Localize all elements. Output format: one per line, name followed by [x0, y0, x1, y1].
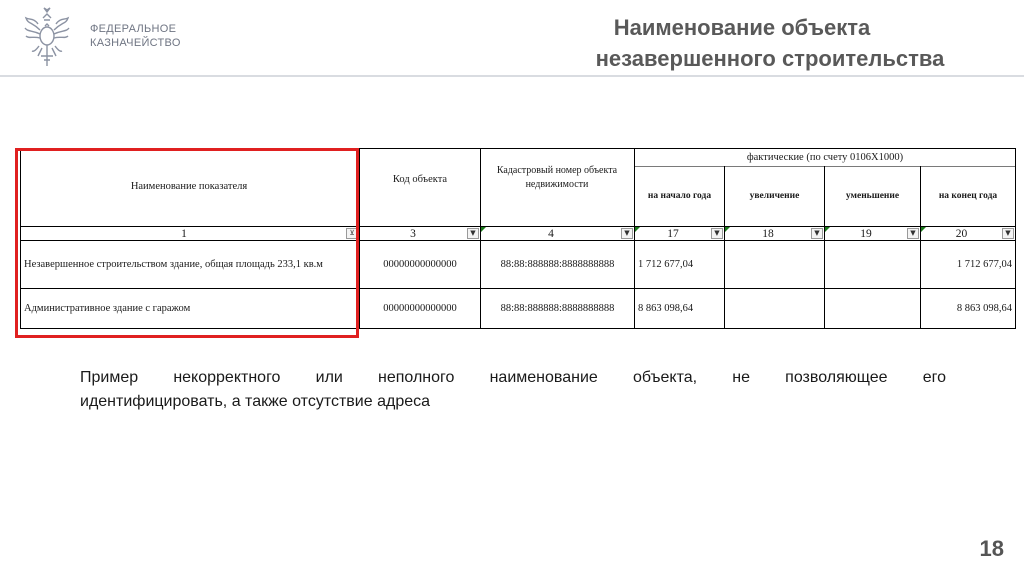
caption-text	[80, 366, 946, 414]
comment-marker-icon	[635, 227, 640, 232]
org-name-line2: КАЗНАЧЕЙСТВО	[90, 37, 181, 49]
page-number: 18	[979, 536, 1004, 561]
row2-decrease	[825, 289, 920, 328]
filter-dropdown-icon[interactable]: ▼	[1002, 228, 1014, 239]
row1-start-of-year: 1 712 677,04	[638, 258, 694, 270]
filter-dropdown-icon[interactable]: ▼	[811, 228, 823, 239]
filter-dropdown-icon[interactable]: ▼	[907, 228, 919, 239]
column-number-1: 1	[181, 227, 187, 240]
column-number-17: 17	[667, 227, 679, 240]
column-number-19: 19	[860, 227, 872, 240]
highlight-frame	[15, 148, 359, 338]
caption-line2: идентифицировать, а также отсутствие адреса	[80, 393, 431, 410]
row2-cadastral-number: 88:88:888888:8888888888	[500, 302, 615, 314]
header-end-of-year: на конец года	[938, 191, 998, 201]
row1-cadastral-number: 88:88:888888:8888888888	[500, 258, 615, 270]
row1-decrease	[825, 241, 920, 288]
comment-marker-icon	[921, 227, 926, 232]
row1-indicator-name: Незавершенное строительством здание, общая площадь 233,1 кв.м	[24, 258, 323, 270]
header-indicator-name: Наименование показателя	[130, 181, 248, 192]
row2-start-of-year: 8 863 098,64	[638, 302, 694, 314]
header-decrease: уменьшение	[845, 191, 900, 201]
header-object-code: Код объекта	[392, 174, 448, 185]
filter-dropdown-icon[interactable]: ▼	[711, 228, 723, 239]
comment-marker-icon	[481, 227, 486, 232]
caption-line1: Пример некорректного или неполного наименование объекта, не позволяющее его	[80, 369, 946, 386]
filter-dropdown-icon[interactable]: ▼	[621, 228, 633, 239]
header-increase: увеличение	[749, 191, 800, 201]
column-number-20: 20	[955, 227, 968, 240]
org-name-line1: ФЕДЕРАЛЬНОЕ	[90, 23, 177, 35]
header-divider	[0, 75, 1024, 77]
organization-name	[90, 22, 181, 50]
column-number-4: 4	[548, 227, 554, 240]
title-line2: незавершенного строительства	[595, 46, 945, 71]
grid-line	[1015, 148, 1016, 328]
comment-marker-icon	[825, 227, 830, 232]
row2-indicator-name: Административное здание с гаражом	[24, 302, 191, 314]
filter-dropdown-icon[interactable]: ⊻	[346, 228, 358, 239]
header-actual-group: фактические (по счету 0106Х1000)	[746, 151, 904, 163]
row2-end-of-year: 8 863 098,64	[956, 302, 1012, 314]
page-title	[482, 12, 1002, 74]
header-start-of-year: на начало года	[647, 191, 712, 201]
column-number-18: 18	[762, 227, 774, 240]
header-cadastral-number: Кадастровый номер объекта недвижимости	[496, 165, 618, 190]
row2-object-code: 00000000000000	[383, 302, 457, 314]
row2-increase	[725, 289, 824, 328]
row1-object-code: 00000000000000	[383, 258, 457, 270]
treasury-emblem-logo	[24, 6, 70, 70]
row1-increase	[725, 241, 824, 288]
filter-dropdown-icon[interactable]: ▼	[467, 228, 479, 239]
row1-end-of-year: 1 712 677,04	[956, 258, 1012, 270]
title-line1: Наименование объекта	[613, 15, 871, 40]
column-number-3: 3	[410, 227, 416, 240]
comment-marker-icon	[725, 227, 730, 232]
